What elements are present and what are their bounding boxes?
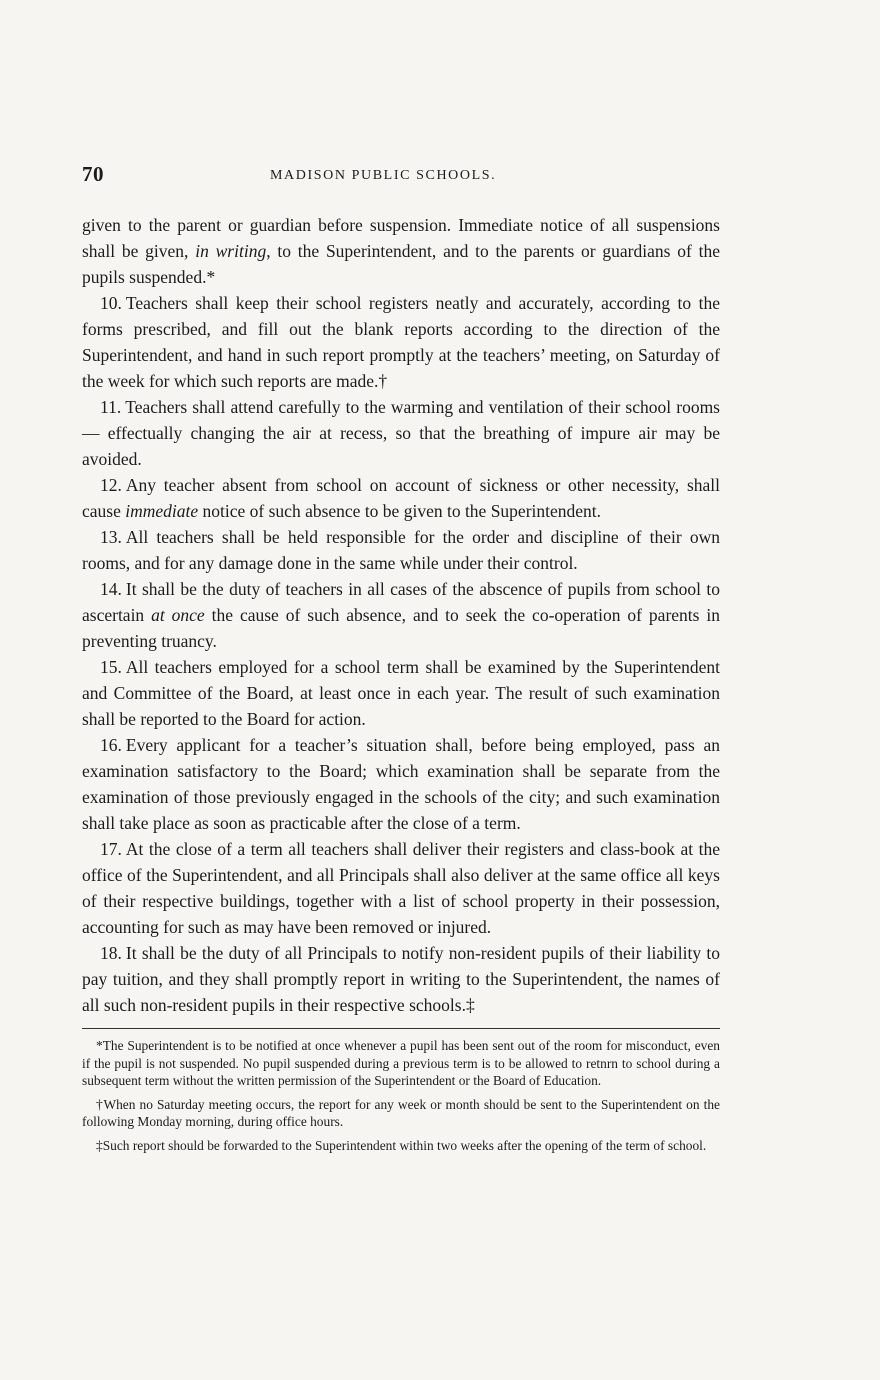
page-number: 70 [82, 162, 104, 186]
running-head: MADISON PUBLIC SCHOOLS. [270, 168, 497, 183]
rule-12 [82, 472, 720, 524]
continuation-paragraph [82, 212, 720, 290]
rule-text: the cause of such absence, and to seek the co-operation of parents in preventing truancy. [82, 605, 720, 651]
rule-17 [82, 836, 720, 940]
continuation-text: , to the Superintendent, and to the parents or guardians of the pupils suspended.* [82, 241, 720, 287]
rule-text: All teachers employed for a school term shall be examined by the Superintendent and Committee of the Board, at least once in each year. The result of such examination shall be reported to the Board for action. [82, 657, 720, 729]
rule-text: All teachers shall be held responsible for the order and discipline of their own rooms, and for any damage done in the same while under their control. [82, 527, 720, 573]
page-header [82, 160, 720, 190]
rule-text: Teachers shall attend carefully to the warming and ventilation of their school rooms — effectually changing the air at recess, so that the breathing of impure air may be avoided. [82, 397, 720, 469]
rule-16 [82, 732, 720, 836]
rule-text: It shall be the duty of teachers in all cases of the abscence of pupils from school to ascertain [82, 579, 720, 625]
rule-number: 11. [100, 397, 122, 417]
continuation-text: given to the parent or guardian before suspension. Immediate notice of all suspensions shall be given, [82, 215, 720, 261]
rule-number: 13. [100, 527, 122, 547]
rule-number: 17. [100, 839, 122, 859]
rule-text: notice of such absence to be given to the Superintendent. [198, 501, 602, 521]
rule-18 [82, 940, 720, 1018]
rule-13 [82, 524, 720, 576]
rule-number: 16. [100, 735, 122, 755]
footnote-asterisk: *The Superintendent is to be notified at once whenever a pupil has been sent out of the room for misconduct, even if the pupil is not suspended. No pupil suspended during a previous term is to be allowed to retnrn to school during a subsequent term without the written permission of the Superintendent or the Board of Education. [82, 1038, 720, 1088]
emphasis-text: at once [151, 605, 205, 625]
rule-15 [82, 654, 720, 732]
rule-text: Every applicant for a teacher’s situation shall, before being employed, pass an examination satisfactory to the Board; which examination shall be separate from the examination of those previously engaged in the schools of the city; and such examination shall take place as soon as practicable after the close of a term. [82, 735, 720, 833]
emphasis-text: in writing [195, 241, 267, 261]
rule-number: 15. [100, 657, 122, 677]
rule-number: 10. [100, 293, 122, 313]
footnote-double-dagger: ‡Such report should be forwarded to the Superintendent within two weeks after the opening of the term of school. [96, 1137, 707, 1153]
rule-text: It shall be the duty of all Principals to notify non-resident pupils of their liability to pay tuition, and they shall promptly report in writing to the Superintendent, the names of all such non-resident pupils in their respective schools.‡ [82, 943, 720, 1015]
emphasis-text: immediate [125, 501, 199, 521]
footnote-divider [82, 1028, 720, 1029]
rule-text: Any teacher absent from school on account of sickness or other necessity, shall cause [82, 475, 720, 521]
rule-10 [82, 290, 720, 394]
rule-text: At the close of a term all teachers shall deliver their registers and class-book at the office of the Superintendent, and all Principals shall also deliver at the same office all keys of their respective buildings, together with a list of school property in their possession, accounting for such as may have been removed or injured. [82, 839, 720, 937]
rule-text: Teachers shall keep their school registers neatly and accurately, according to the forms prescribed, and fill out the blank reports according to the direction of the Superintendent, and hand in such report promptly at the teachers’ meeting, on Saturday of the week for which such reports are made.† [82, 293, 720, 391]
rule-number: 18. [100, 943, 122, 963]
rule-11 [82, 394, 720, 472]
footnotes [82, 1037, 720, 1154]
rule-14 [82, 576, 720, 654]
rule-number: 14. [100, 579, 122, 599]
document-page [82, 160, 720, 1160]
rule-number: 12. [100, 475, 122, 495]
footnote-dagger: †When no Saturday meeting occurs, the report for any week or month should be sent to the Superintendent on the following Monday morning, during office hours. [82, 1096, 720, 1129]
body-text [82, 212, 720, 1018]
